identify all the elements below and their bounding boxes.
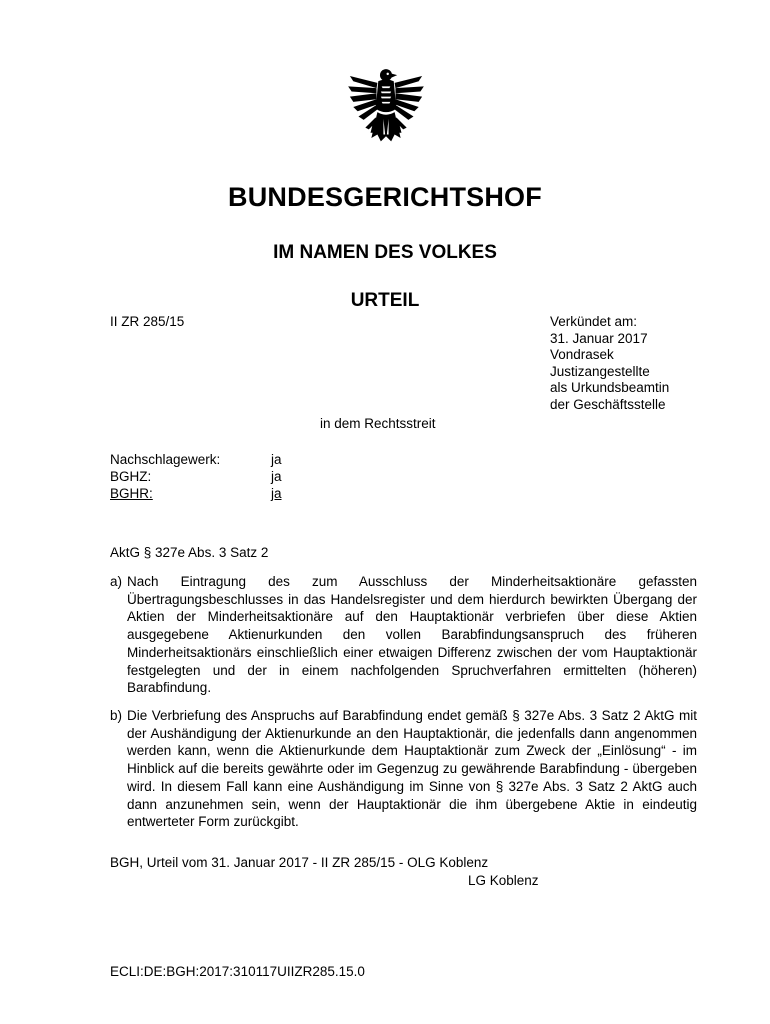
reference-row bbox=[110, 468, 285, 485]
announcement-block bbox=[550, 314, 669, 414]
headnote-text: Die Verbriefung des Anspruchs auf Barabfindung endet gemäß § 327e Abs. 3 Satz 2 AktG mit der Aushändigung der Aktienurkunde an den Hauptaktionär, die jedenfalls dann angenommen werden kann, wenn die Aktienurkunde dem Hauptaktionär zum Zweck der „Einlösung“ - im Hinblick auf die bereits gewährte oder im Gegenzug zu gewährende Barabfindung - übergeben wird. In diesem Fall kann eine Aushändigung im Sinne von § 327e Abs. 3 Satz 2 AktG auch dann anzunehmen sein, wenn der Hauptaktionär die ihm übergebene Aktie in eindeutig entwerteter Form zurückgibt. bbox=[127, 708, 697, 830]
reference-value: ja bbox=[271, 452, 282, 467]
reference-row bbox=[110, 451, 285, 468]
citation-lower-court: LG Koblenz bbox=[468, 873, 539, 888]
reference-key: BGHZ: bbox=[110, 469, 152, 484]
headnote-label: b) bbox=[110, 708, 123, 723]
reference-key: Nachschlagewerk: bbox=[110, 452, 221, 467]
announcement-clerk-name: Vondrasek bbox=[550, 347, 614, 363]
ecli-identifier: ECLI:DE:BGH:2017:310117UIIZR285.15.0 bbox=[110, 964, 365, 979]
in-the-name-heading: IM NAMEN DES VOLKES bbox=[273, 242, 497, 263]
headnote-label: a) bbox=[110, 574, 123, 589]
announcement-date: 31. Januar 2017 bbox=[550, 330, 648, 346]
reference-row bbox=[110, 485, 285, 502]
headnote-b bbox=[110, 707, 697, 831]
reference-value: ja bbox=[271, 469, 282, 484]
announcement-line: der Geschäftsstelle bbox=[550, 396, 666, 412]
reference-block bbox=[110, 451, 285, 502]
reference-value: ja bbox=[271, 486, 282, 501]
announcement-clerk-title: Justizangestellte bbox=[550, 363, 650, 379]
citation-line: BGH, Urteil vom 31. Januar 2017 - II ZR 285/15 - OLG Koblenz bbox=[110, 855, 489, 870]
announcement-line: Verkündet am: bbox=[550, 314, 638, 329]
document-type-heading: URTEIL bbox=[350, 290, 420, 311]
headnote-text: Nach Eintragung des zum Ausschluss der Minderheitsaktionäre gefassten Übertragungsbeschlusses in das Handelsregister und dem hierdurch bewirkten Übergang der Aktien der Minderheitsaktionäre auf den Hauptaktionär verbriefen über diese Aktien ausgegebene Aktienurkunden den vollen Barabfindungsanspruch des früheren Minderheitsaktionärs einschließlich einer etwaigen Differenz zwischen der vom Hauptaktionär festgelegten und der in einem nachfolgenden Spruchverfahren ermittelten (höheren) Barabfindung. bbox=[127, 574, 697, 696]
announcement-line: als Urkundsbeamtin bbox=[550, 380, 670, 396]
case-number: II ZR 285/15 bbox=[110, 314, 185, 329]
norm-reference: AktG § 327e Abs. 3 Satz 2 bbox=[110, 545, 269, 560]
in-dispute-label: in dem Rechtsstreit bbox=[320, 416, 436, 431]
court-name: BUNDESGERICHTSHOF bbox=[228, 182, 542, 212]
reference-key: BGHR: bbox=[110, 486, 153, 501]
headnote-a bbox=[110, 573, 697, 697]
federal-eagle-icon bbox=[343, 64, 429, 150]
